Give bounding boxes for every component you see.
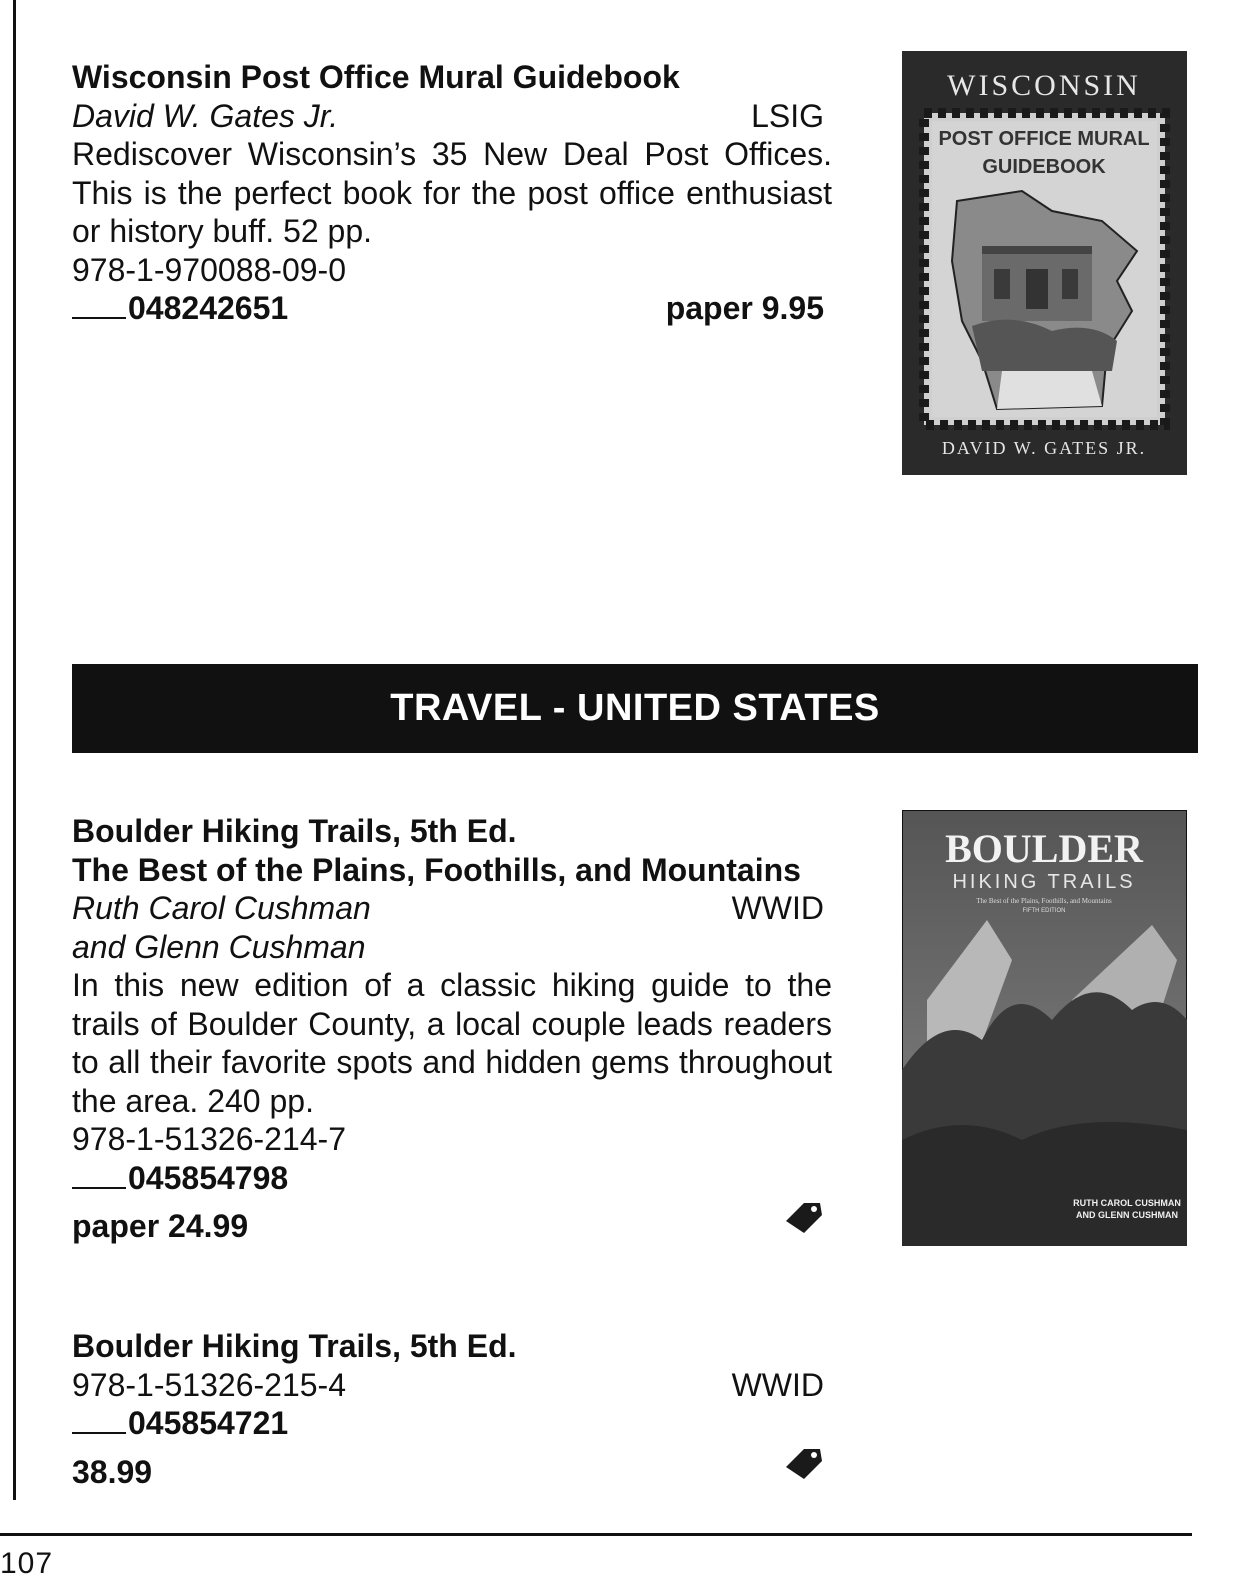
publisher-code: WWID xyxy=(731,890,824,926)
cover-title: BOULDER xyxy=(945,826,1143,871)
order-field[interactable] xyxy=(72,289,288,328)
cover-authors-line2: AND GLENN CUSHMAN xyxy=(1076,1210,1178,1220)
publisher-code: LSIG xyxy=(751,97,824,134)
order-row xyxy=(72,289,832,328)
author-row xyxy=(72,97,832,136)
page-number: 107 xyxy=(0,1547,54,1580)
left-margin-rule xyxy=(13,0,16,1500)
order-blank[interactable] xyxy=(72,1185,126,1189)
author-row xyxy=(72,889,832,928)
publisher-code: WWID xyxy=(731,1366,824,1403)
price-tag-icon xyxy=(782,1443,826,1483)
isbn: 978-1-51326-214-7 xyxy=(72,1121,346,1157)
book-title: Wisconsin Post Office Mural Guidebook xyxy=(72,59,680,95)
order-blank[interactable] xyxy=(72,1430,126,1434)
order-number: 045854798 xyxy=(128,1159,289,1196)
book-author-continued: and Glenn Cushman xyxy=(72,928,366,965)
cover-title-line2: GUIDEBOOK xyxy=(982,156,1106,178)
book-title: Boulder Hiking Trails, 5th Ed. xyxy=(72,1328,517,1364)
book-title: Boulder Hiking Trails, 5th Ed. xyxy=(72,813,517,849)
book-cover-boulder xyxy=(902,810,1187,1246)
order-field[interactable] xyxy=(72,1159,832,1198)
isbn-row xyxy=(72,1366,832,1405)
price-tag-icon xyxy=(782,1197,826,1237)
book-entry-boulder-alt xyxy=(72,1327,832,1491)
cover-title-line1: POST OFFICE MURAL xyxy=(938,128,1150,150)
cover-edition: FIFTH EDITION xyxy=(1022,908,1066,914)
bottom-rule xyxy=(0,1533,1192,1536)
price: paper 24.99 xyxy=(72,1208,249,1244)
book-entry-wisconsin xyxy=(72,58,832,328)
book-description: Rediscover Wisconsin’s 35 New Deal Post Offices. This is the perfect book for the post office enthusiast or history buff. 52 pp. xyxy=(72,136,832,249)
order-number: 045854721 xyxy=(128,1405,289,1441)
order-blank[interactable] xyxy=(72,315,126,319)
price: paper 9.95 xyxy=(665,290,824,326)
book-entry-boulder xyxy=(72,812,832,1246)
section-heading: TRAVEL - UNITED STATES xyxy=(390,687,880,729)
order-field[interactable] xyxy=(72,1404,832,1443)
section-heading-bar xyxy=(72,664,1198,753)
cover-subtitle: HIKING TRAILS xyxy=(952,871,1136,893)
cover-author-text: DAVID W. GATES JR. xyxy=(941,438,1147,458)
price-row xyxy=(72,1443,832,1492)
price-row xyxy=(72,1197,832,1246)
book-cover-wisconsin xyxy=(902,51,1187,475)
cover-tagline: The Best of the Plains, Foothills, and Mountains xyxy=(976,897,1112,905)
order-number: 048242651 xyxy=(128,290,289,326)
book-author: Ruth Carol Cushman xyxy=(72,890,371,926)
book-description: In this new edition of a classic hiking guide to the trails of Boulder County, a local couple leads readers to all their favorite spots and hidden gems throughout the area. 240 pp. xyxy=(72,967,832,1119)
book-author: David W. Gates Jr. xyxy=(72,97,339,134)
isbn: 978-1-51326-215-4 xyxy=(72,1366,346,1403)
cover-top-text: WISCONSIN xyxy=(947,69,1141,102)
isbn: 978-1-970088-09-0 xyxy=(72,251,346,288)
cover-authors-line1: RUTH CAROL CUSHMAN xyxy=(1073,1198,1181,1208)
book-subtitle: The Best of the Plains, Foothills, and Mountains xyxy=(72,851,801,888)
price: 38.99 xyxy=(72,1453,153,1490)
